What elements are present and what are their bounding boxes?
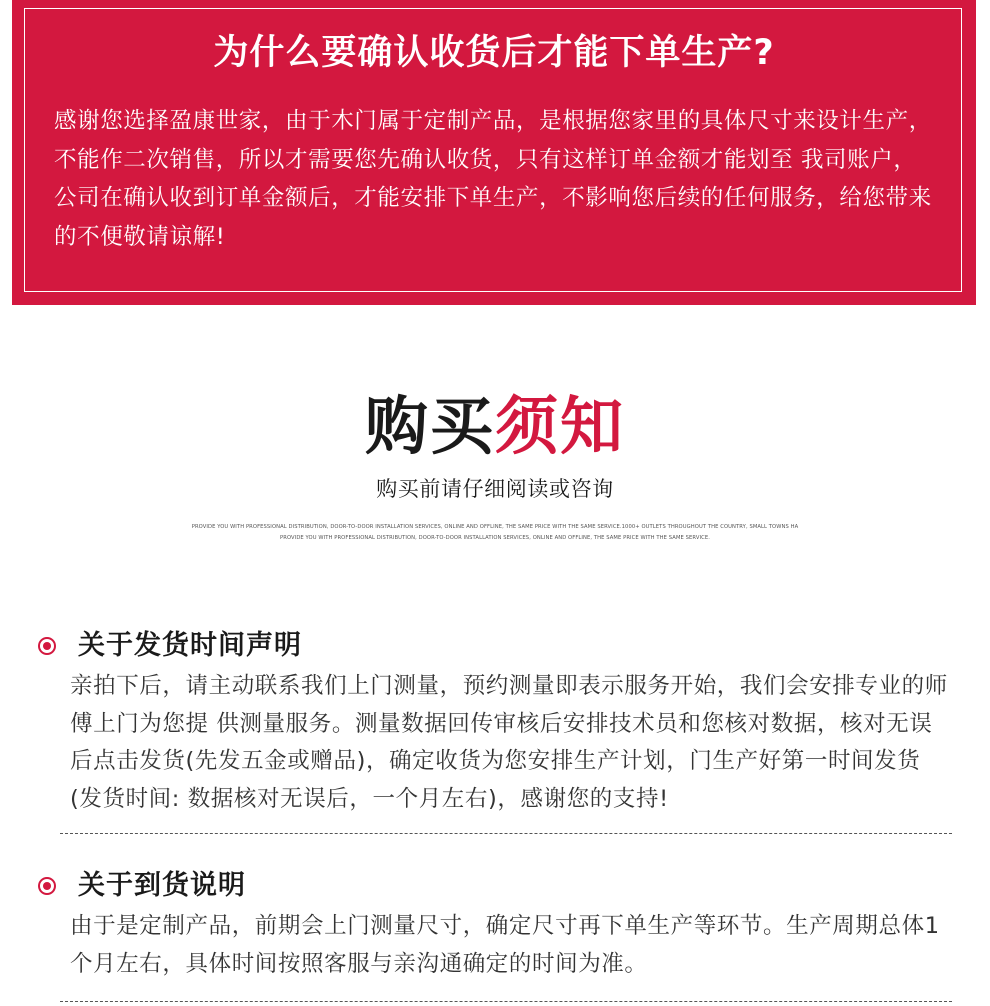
why-confirm-banner — [12, 0, 976, 305]
section-heading — [38, 868, 958, 908]
purchase-notice-subtitle: 购买前请仔细阅读或咨询 — [376, 477, 614, 501]
arrival-section — [38, 868, 958, 983]
section-title: 关于发货时间声明 — [78, 630, 302, 661]
dashed-divider — [60, 1001, 952, 1002]
english-line-2: PROVIDE YOU WITH PROFESSIONAL DISTRIBUTION, DOOR-TO-DOOR INSTALLATION SERVICES, ONLINE AND OFFLINE, THE SAME PRICE WITH THE SAME SERVICE. — [280, 535, 710, 541]
red-bullet-icon — [38, 637, 56, 655]
notice-title-red: 须知 — [495, 390, 625, 463]
dashed-divider — [60, 833, 952, 834]
english-line-1: PROVIDE YOU WITH PROFESSIONAL DISTRIBUTION, DOOR-TO-DOOR INSTALLATION SERVICES, ONLINE AND OFFLINE, THE SAME PRICE WITH THE SAME SERVICE.1000+ OUTLETS THROUGHOUT THE COUNTRY, SMALL TOWNS HA — [191, 524, 799, 530]
section-body: 由于是定制产品，前期会上门测量尺寸，确定尺寸再下单生产等环节。生产周期总体1个月左右，具体时间按照客服与亲沟通确定的时间为准。 — [70, 913, 940, 977]
shipping-time-section — [38, 628, 958, 818]
notice-title-dark: 购买 — [365, 390, 495, 463]
banner-title: 为什么要确认收货后才能下单生产? — [213, 33, 775, 73]
section-body: 亲拍下后，请主动联系我们上门测量，预约测量即表示服务开始，我们会安排专业的师傅上门为您提 供测量服务。测量数据回传审核后安排技术员和您核对数据，核对无误后点击发货(先发五金或赠品)，确定收货为您安排生产计划，门生产好第一时间发货(发货时间: 数据核对无误后，一个月左右)，感谢您的支持! — [70, 673, 948, 812]
purchase-notice-title — [0, 385, 990, 469]
banner-body: 感谢您选择盈康世家，由于木门属于定制产品，是根据您家里的具体尺寸来设计生产，不能作二次销售，所以才需要您先确认收货，只有这样订单金额才能划至 我司账户，公司在确认收到订单金额后，才能安排下单生产，不影响您后续的任何服务，给您带来的不便敬请谅解! — [54, 108, 932, 250]
section-heading — [38, 628, 958, 668]
red-bullet-icon — [38, 877, 56, 895]
purchase-notice-english — [130, 522, 860, 544]
section-title: 关于到货说明 — [78, 870, 246, 901]
